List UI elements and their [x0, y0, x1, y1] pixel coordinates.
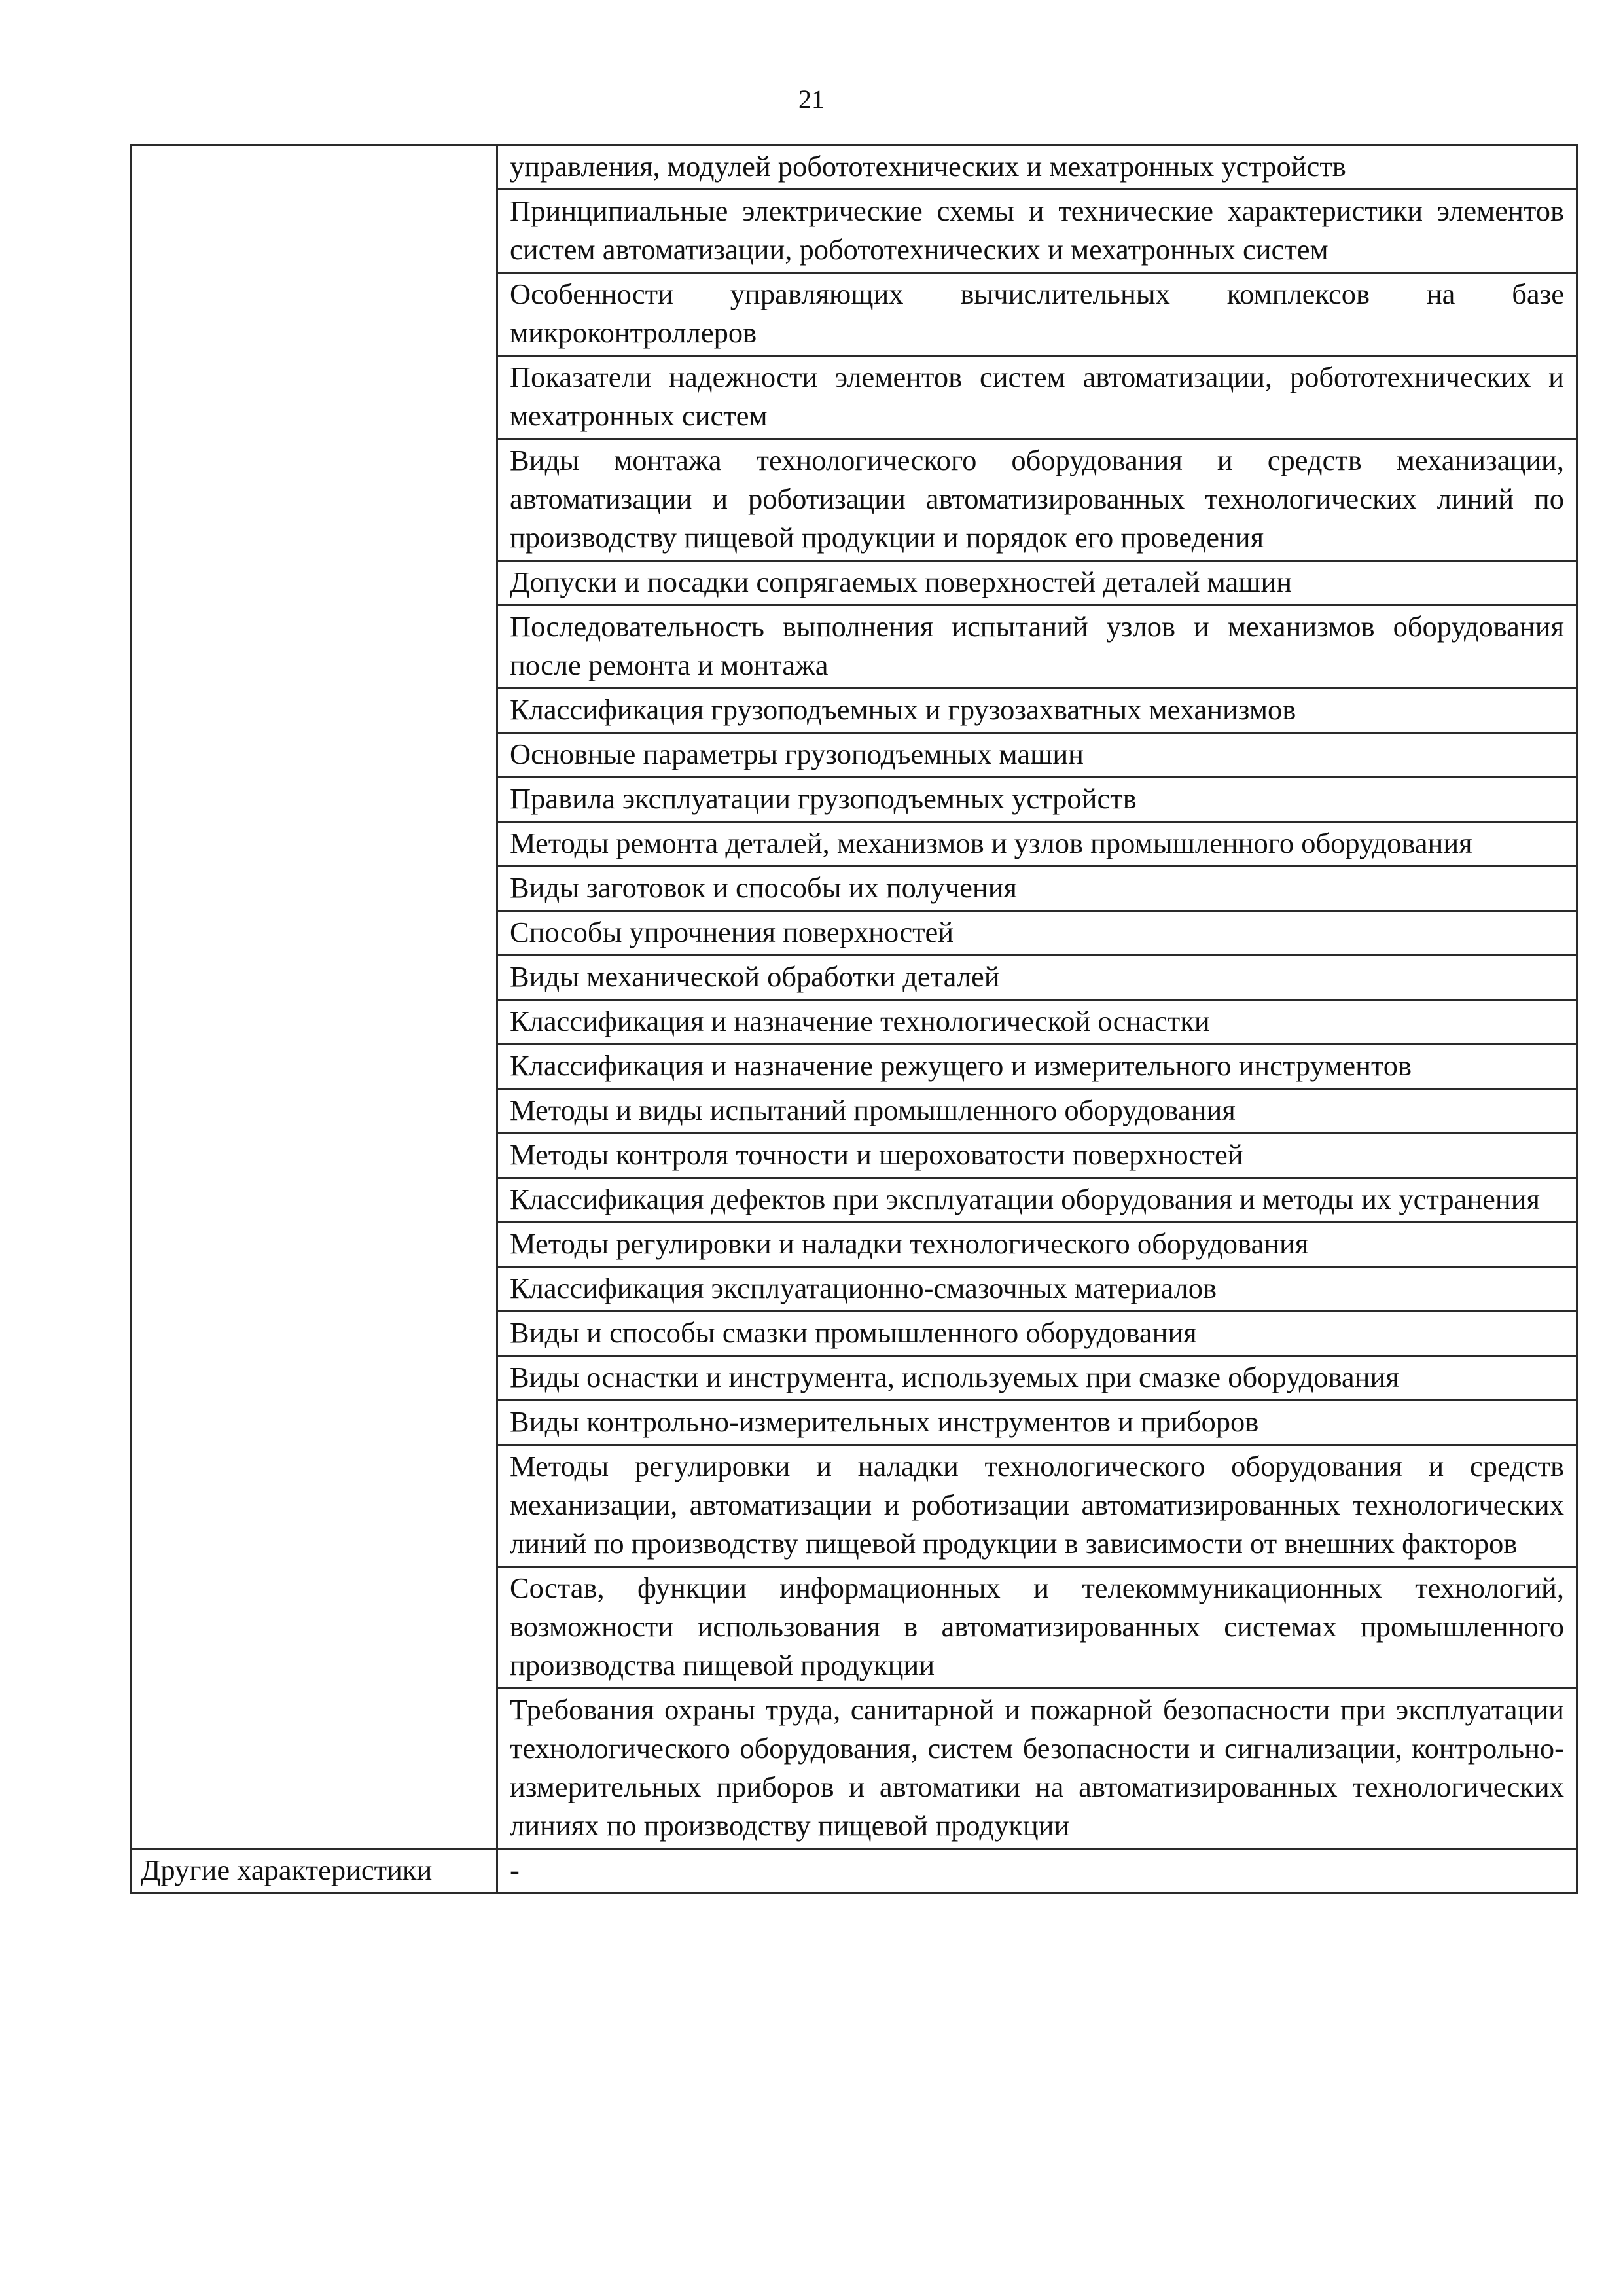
knowledge-item: Классификация и назначение режущего и измерительного инструментов [497, 1045, 1577, 1089]
knowledge-item: Особенности управляющих вычислительных комплексов на базе микроконтроллеров [497, 273, 1577, 356]
knowledge-item: Требования охраны труда, санитарной и пожарной безопасности при эксплуатации технологического оборудования, систем безопасности и сигнализации, контрольно-измерительных приборов и автоматики на автоматизированных технологических линиях по производству пищевой продукции [497, 1689, 1577, 1849]
knowledge-item: Принципиальные электрические схемы и технические характеристики элементов систем автоматизации, робототехнических и мехатронных систем [497, 190, 1577, 273]
knowledge-item: Способы упрочнения поверхностей [497, 911, 1577, 956]
knowledge-item: Классификация и назначение технологической оснастки [497, 1000, 1577, 1045]
knowledge-item: управления, модулей робототехнических и мехатронных устройств [497, 145, 1577, 190]
knowledge-item: Показатели надежности элементов систем автоматизации, робототехнических и мехатронных систем [497, 356, 1577, 439]
other-characteristics-value: - [497, 1849, 1577, 1893]
knowledge-table [130, 144, 1578, 1894]
knowledge-item: Основные параметры грузоподъемных машин [497, 733, 1577, 778]
knowledge-item: Виды заготовок и способы их получения [497, 867, 1577, 911]
knowledge-item: Классификация дефектов при эксплуатации оборудования и методы их устранения [497, 1178, 1577, 1223]
knowledge-item: Методы регулировки и наладки технологического оборудования и средств механизации, автоматизации и роботизации автоматизированных технологических линий по производству пищевой продукции в зависимости от внешних факторов [497, 1445, 1577, 1567]
knowledge-item: Допуски и посадки сопрягаемых поверхностей деталей машин [497, 561, 1577, 605]
table-row [131, 145, 1577, 190]
knowledge-item: Правила эксплуатации грузоподъемных устройств [497, 778, 1577, 822]
knowledge-item: Состав, функции информационных и телекоммуникационных технологий, возможности использования в автоматизированных системах промышленного производства пищевой продукции [497, 1567, 1577, 1689]
knowledge-item: Виды контрольно-измерительных инструментов и приборов [497, 1401, 1577, 1445]
knowledge-item: Методы и виды испытаний промышленного оборудования [497, 1089, 1577, 1134]
knowledge-item: Виды монтажа технологического оборудования и средств механизации, автоматизации и роботизации автоматизированных технологических линий по производству пищевой продукции и порядок его проведения [497, 439, 1577, 561]
knowledge-item: Методы регулировки и наладки технологического оборудования [497, 1223, 1577, 1267]
knowledge-item: Последовательность выполнения испытаний узлов и механизмов оборудования после ремонта и монтажа [497, 605, 1577, 689]
knowledge-item: Методы ремонта деталей, механизмов и узлов промышленного оборудования [497, 822, 1577, 867]
knowledge-item: Классификация эксплуатационно-смазочных материалов [497, 1267, 1577, 1312]
knowledge-item: Виды оснастки и инструмента, используемых при смазке оборудования [497, 1356, 1577, 1401]
other-characteristics-row [131, 1849, 1577, 1893]
page-number: 21 [798, 84, 825, 114]
knowledge-item: Виды механической обработки деталей [497, 956, 1577, 1000]
other-characteristics-label: Другие характеристики [131, 1849, 497, 1893]
knowledge-label-cell [131, 145, 497, 1849]
knowledge-item: Классификация грузоподъемных и грузозахватных механизмов [497, 689, 1577, 733]
knowledge-item: Методы контроля точности и шероховатости поверхностей [497, 1134, 1577, 1178]
knowledge-item: Виды и способы смазки промышленного оборудования [497, 1312, 1577, 1356]
